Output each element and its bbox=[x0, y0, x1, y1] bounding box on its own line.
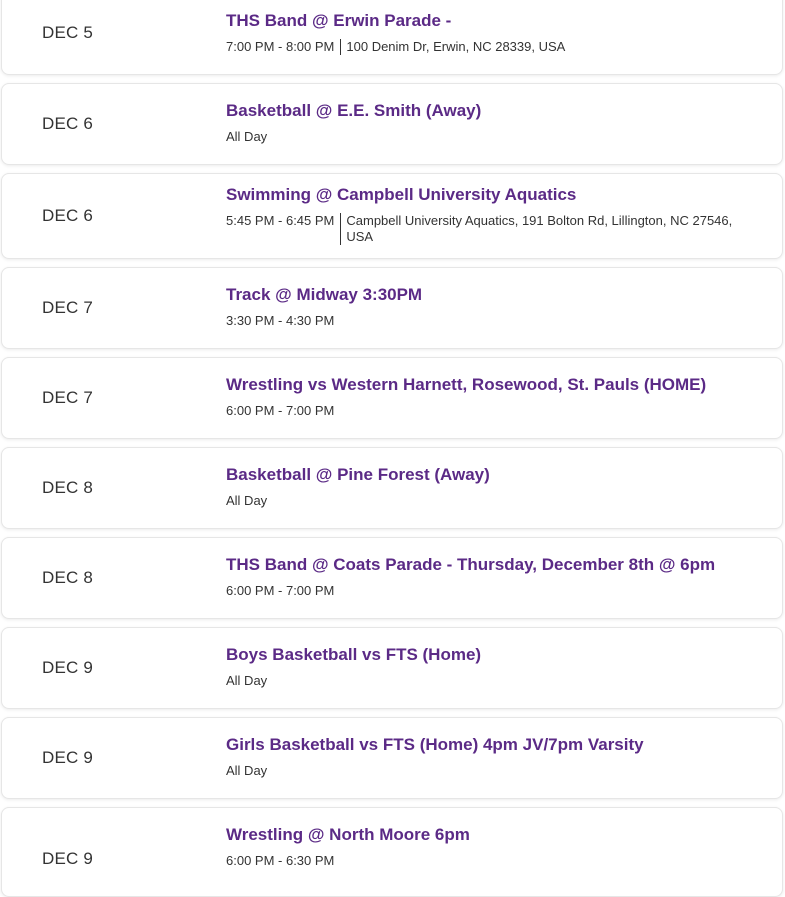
event-card[interactable] bbox=[1, 173, 783, 259]
event-date: DEC 9 bbox=[42, 849, 94, 868]
event-card[interactable] bbox=[1, 267, 783, 349]
event-title[interactable]: Girls Basketball vs FTS (Home) 4pm JV/7pm Varsity bbox=[226, 735, 644, 754]
event-date: DEC 8 bbox=[42, 478, 94, 497]
event-title[interactable]: Wrestling @ North Moore 6pm bbox=[226, 825, 470, 844]
event-date: DEC 5 bbox=[42, 22, 94, 42]
event-time: All Day bbox=[226, 493, 268, 508]
event-time: 6:00 PM - 7:00 PM bbox=[226, 403, 335, 418]
event-location: 100 Denim Dr, Erwin, NC 28339, USA bbox=[346, 39, 566, 54]
event-date: DEC 7 bbox=[42, 298, 94, 317]
event-time: 7:00 PM - 8:00 PM bbox=[226, 39, 335, 54]
event-title[interactable]: Wrestling vs Western Harnett, Rosewood, St. Pauls (HOME) bbox=[226, 375, 707, 394]
event-card[interactable] bbox=[1, 0, 783, 75]
event-title[interactable]: THS Band @ Erwin Parade - bbox=[226, 11, 452, 30]
event-date: DEC 9 bbox=[42, 748, 94, 767]
event-time: All Day bbox=[226, 763, 268, 778]
event-time: 6:00 PM - 6:30 PM bbox=[226, 853, 335, 868]
event-time: 3:30 PM - 4:30 PM bbox=[226, 313, 335, 328]
event-title[interactable]: Basketball @ Pine Forest (Away) bbox=[226, 465, 490, 484]
event-card[interactable] bbox=[1, 807, 783, 897]
event-card[interactable] bbox=[1, 83, 783, 165]
event-card[interactable] bbox=[1, 537, 783, 619]
event-location: Campbell University Aquatics, 191 Bolton Rd, Lillington, NC 27546, USA bbox=[346, 213, 733, 244]
event-date: DEC 6 bbox=[42, 206, 94, 225]
divider bbox=[340, 213, 341, 245]
event-title[interactable]: Basketball @ E.E. Smith (Away) bbox=[226, 101, 482, 120]
event-card[interactable] bbox=[1, 357, 783, 439]
event-title[interactable]: Boys Basketball vs FTS (Home) bbox=[226, 645, 482, 664]
event-card[interactable] bbox=[1, 627, 783, 709]
event-card[interactable] bbox=[1, 447, 783, 529]
event-title[interactable]: THS Band @ Coats Parade - Thursday, December 8th @ 6pm bbox=[226, 555, 716, 574]
event-time: 5:45 PM - 6:45 PM bbox=[226, 213, 335, 228]
event-time: All Day bbox=[226, 129, 268, 144]
event-card[interactable] bbox=[1, 717, 783, 799]
event-title[interactable]: Swimming @ Campbell University Aquatics bbox=[226, 185, 577, 204]
event-date: DEC 7 bbox=[42, 388, 94, 407]
divider bbox=[340, 39, 341, 55]
event-date: DEC 6 bbox=[42, 114, 94, 133]
event-date: DEC 8 bbox=[42, 568, 94, 587]
event-date: DEC 9 bbox=[42, 658, 94, 677]
event-time: 6:00 PM - 7:00 PM bbox=[226, 583, 335, 598]
event-time: All Day bbox=[226, 673, 268, 688]
event-title[interactable]: Track @ Midway 3:30PM bbox=[226, 285, 423, 304]
